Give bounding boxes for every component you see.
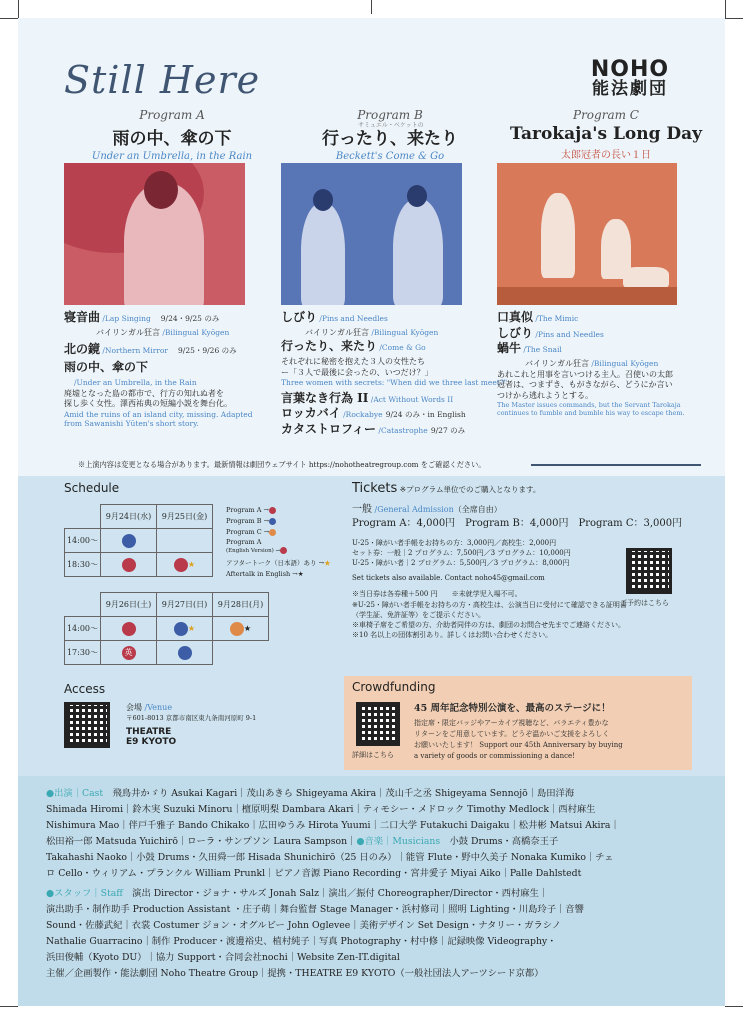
program-b-list (281, 310, 508, 438)
program-b-ruby: サミュエル・ベケットの (358, 122, 424, 129)
item-sub: バイリンガル狂言 (96, 327, 160, 337)
slot-cell (213, 617, 269, 641)
flyer (18, 18, 725, 1006)
cast-text: 飛鳥井かゞり Asukai Kagari｜茂山あきら Shigeyama Akira｜茂山千之丞 Shigeyama Sennojō｜島田洋海 (103, 788, 575, 799)
desc-line: つけから逃れようとする。 (497, 390, 593, 400)
empty-cell (213, 641, 269, 665)
time-cell: 14:00〜 (65, 529, 101, 553)
tickets-heading-note: ※プログラム単位でのご購入となります。 (399, 485, 541, 494)
ticket-note: （学生証、免許証等）をご提示ください。 (352, 610, 485, 619)
star-icon: ★ (297, 570, 304, 578)
desc-line: ー「３人で最後に会ったの、いつだけ？」 (281, 367, 433, 377)
page-title: Still Here (64, 58, 261, 102)
item-sub-en: /Bilingual Kyōgen (369, 327, 439, 337)
item-sub: バイリンガル狂言 (305, 327, 369, 337)
performer-figure (393, 199, 443, 305)
desc-en-line: continues to fumble and bumble his way to escape them. (497, 409, 685, 418)
schedule-legend (226, 505, 331, 580)
venue-label: 会場 (126, 703, 142, 712)
divider (531, 464, 701, 466)
program-c-list (497, 310, 709, 418)
item-en: /The Snail (521, 345, 562, 355)
ticket-note: ※U-25・障がい者手帳をお持ちの方・高校生は、公演当日に受付にて確認できる証明書 (352, 600, 627, 609)
performer-head (313, 189, 333, 211)
item-title: 雨の中、傘の下 (64, 360, 149, 375)
item-en: /Act Without Words II (368, 394, 454, 404)
program-b-dot (178, 646, 192, 660)
general-label: 一般 (352, 503, 372, 515)
crowdfunding-box (344, 676, 692, 770)
credits-line: Nathalie Guarracino｜制作 Producer・渡邊裕史、植村純子｜写真 Photography・村中修｜記録映像 Videography・ (46, 936, 557, 947)
crop-mark (0, 1006, 18, 1007)
slot-cell (157, 641, 213, 665)
item-sub-en: /Bilingual Kyōgen (160, 327, 230, 337)
crowdfunding-desc: リターンをご用意しています。どうぞ温かいご支援をよろしく (414, 730, 610, 738)
legend-dot (280, 547, 287, 554)
item-date: 9/25・9/26 のみ (178, 345, 237, 355)
program-b-dot (174, 622, 188, 636)
notice-text: ※上演内容は変更となる場合があります。最新情報は劇団ウェブサイト https://nohotheatregroup.com をご確認ください。 (78, 460, 486, 469)
item-sub: バイリンガル狂言 (525, 358, 589, 368)
ticket-line: U-25・障がい者手帳をお持ちの方：3,000円／高校生：2,000円 (352, 538, 557, 547)
item-title: ロッカバイ (281, 406, 341, 421)
item-title: しびり (281, 310, 318, 324)
english-version-badge: 英 (122, 646, 136, 660)
schedule-heading: Schedule (64, 481, 120, 495)
ticket-note: ※車椅子席をご希望の方、介助者同伴の方は、劇団のお問合せ先までご連絡ください。 (352, 620, 625, 629)
venue-name-line1: THEATRE (126, 727, 172, 737)
item-title: 口真似 (497, 310, 534, 324)
access-info (126, 702, 256, 748)
ticket-note: ※当日券は各券種＋500 円 ※未就学児入場不可。 (352, 590, 522, 599)
music-text: 小鼓 Drums・高橋奈王子 (440, 836, 559, 847)
item-en: /Come & Go (377, 342, 426, 352)
desc-line: それぞれに秘密を抱えた３人の女性たち (281, 357, 425, 367)
legend-dot (269, 507, 276, 514)
legend-dot (269, 518, 276, 525)
schedule-table-week1 (64, 504, 213, 577)
logo-line1: NOHO (590, 57, 670, 82)
legend-item (226, 538, 331, 555)
date-header: 9月24日(水) (101, 505, 157, 529)
desc-en-line: The Master issues commands, but the Servant Tarokaja (497, 400, 681, 409)
program-a-list (64, 310, 264, 429)
item-title: 蝸牛 (497, 341, 522, 356)
desc-line: 冠者は、つまずき、もがきながら、どうにか言い (497, 380, 673, 390)
venue-address: 〒601-8013 京都市南区東九条南河原町 9-1 (126, 714, 257, 722)
desc-line: あれこれと用事を言いつける主人。召使いの太郎 (497, 369, 673, 379)
desc-line: 廃墟となった島の都市で、行方の知れぬ者を (64, 388, 224, 398)
tickets-heading: Tickets (352, 481, 398, 496)
legend-label: Program C → (226, 528, 270, 536)
staff-label: ●スタッフ｜Staff (46, 888, 123, 899)
crop-mark (18, 0, 19, 18)
legend-item (226, 558, 331, 569)
program-c-header (506, 108, 706, 161)
credits-section (18, 776, 725, 1006)
crowdfunding-desc: 指定席・限定バッジやアーカイブ視聴など、バラエティ豊かな (414, 719, 609, 727)
credits-line: ロ Cello・ウィリアム・プランクル William Prunkl｜ピアノ音源 Piano Recording・宮井愛子 Miyai Aiko｜Palle Dahlstedt (46, 868, 582, 879)
crowdfunding-desc: a variety of goods or commissioning a dance! (414, 752, 575, 760)
legend-item (226, 516, 331, 527)
item-date: 9/27 のみ (430, 425, 466, 435)
desc-en-line: Amid the ruins of an island city, missing. Adapted (64, 409, 253, 419)
program-a-title: 雨の中、傘の下 (112, 129, 232, 149)
legend-label: (English Version) → (226, 548, 281, 554)
item-title: カタストロフィー (281, 421, 377, 436)
legend-label: Aftertalk in English → (226, 570, 298, 578)
legend-label: Program A (226, 538, 262, 546)
slot-cell (101, 529, 157, 553)
empty-cell (65, 593, 101, 617)
item-en: /Pins and Needles (533, 329, 604, 339)
program-c-label: Program C (573, 108, 639, 122)
program-a-subtitle: Under an Umbrella, in the Rain (91, 151, 253, 162)
cast-text: 松田裕一郎 Matsuda Yuichirō｜ローラ・サンプソン Laura Sampson｜ (46, 836, 357, 847)
ticket-note: ※10 名以上の団体割引あり。詳しくはお問い合わせください。 (352, 630, 553, 639)
legend-label: Program B → (226, 517, 270, 525)
date-header: 9月25日(金) (157, 505, 213, 529)
program-a-label: Program A (139, 108, 205, 122)
stage-floor (497, 287, 677, 305)
desc-en-line: from Sawanishi Yūten's short story. (64, 419, 199, 429)
tickets-qr-caption: ご予約はこちら (620, 599, 669, 607)
performer-head (407, 185, 427, 207)
star-icon: ★ (324, 559, 331, 567)
credits-line: Takahashi Naoko｜小鼓 Drums・久田舜一郎 Hisada Shunichirō（25 日のみ）｜能管 Flute・野中久美子 Nonaka Kumiko｜チェ (46, 852, 614, 863)
crowdfunding-heading: Crowdfunding (352, 680, 436, 694)
crop-mark (371, 0, 372, 14)
aftertalk-star-icon: ★ (187, 623, 196, 633)
program-b-title: 行ったり、来たり (322, 129, 458, 149)
crop-mark (0, 18, 18, 19)
credits-line: Shimada Hiromi｜鈴木実 Suzuki Minoru｜檀原明梨 Dambara Akari｜ティモシー・メドロック Timothy Medlock｜西村麻生 (46, 804, 596, 815)
ticket-contact[interactable]: Set tickets also available. Contact noho45@gmail.com (352, 574, 545, 583)
date-header: 9月28日(月) (213, 593, 269, 617)
performer-figure (541, 193, 575, 278)
performer-figure (301, 203, 345, 305)
program-c-subtitle: 太郎冠者の長い１日 (561, 150, 651, 161)
program-a-dot (122, 622, 136, 636)
credits-line: 主催／企画製作・能法劇団 Noho Theatre Group｜提携・THEATRE E9 KYOTO（一般社団法人アーツシード京都） (46, 968, 544, 979)
program-a-header (72, 108, 272, 162)
program-b-subtitle: Beckett's Come & Go (335, 151, 445, 162)
credits-line: Sound・佐藤武紀｜衣裳 Costumer ジョン・オグルビー John Oglevee｜美術デザイン Set Design・ナタリー・ガラシノ (46, 920, 562, 931)
noho-logo (588, 58, 672, 99)
empty-cell (65, 505, 101, 529)
general-note: （全席自由） (453, 504, 502, 514)
credits-line: Nishimura Mao｜伴戸千雅子 Bando Chikako｜広田ゆうみ Hirota Yuumi｜二口大学 Futakuchi Daigaku｜松井彬 Matsui Akira｜ (46, 820, 620, 831)
item-en: /Pins and Needles (317, 314, 388, 323)
schedule-table-week2 (64, 592, 269, 665)
slot-cell (101, 641, 157, 665)
aftertalk-en-star-icon: ★ (243, 623, 252, 633)
slot-cell (157, 617, 213, 641)
ticket-line: セット券：一般｜2 プログラム：7,500円／3 プログラム：10,000円 (352, 548, 571, 557)
program-c-title: Tarokaja's Long Day (509, 124, 703, 144)
time-cell: 18:30〜 (65, 553, 101, 577)
item-en: /Northern Mirror (100, 345, 169, 355)
program-a-photo (64, 163, 245, 305)
credits-line (46, 786, 697, 802)
date-header: 9月27日(日) (157, 593, 213, 617)
desc-en-line: Three women with secrets: "When did we three last meet?" (281, 377, 508, 387)
program-c-dot (230, 622, 244, 636)
crowdfunding-qr-caption: 詳細はこちら (352, 751, 394, 759)
crop-mark (725, 18, 743, 19)
item-title: 北の鏡 (64, 341, 101, 356)
item-title: 行ったり、来たり (281, 338, 378, 353)
item-en: /Rockabye (340, 410, 383, 420)
credits-line: 浜田俊輔（Kyoto DU）｜協力 Support・合同会社nochi｜Website Zen-IT.digital (46, 952, 400, 963)
item-sub-en: /Bilingual Kyōgen (589, 358, 659, 368)
credits-line (46, 834, 697, 850)
program-b-header (290, 108, 490, 162)
program-a-dot (174, 558, 188, 572)
music-label: ●音楽｜Musicians (356, 836, 441, 847)
venue-label-en: /Venue (142, 703, 173, 712)
logo-line2: 能法劇団 (592, 79, 668, 100)
program-b-dot (122, 534, 136, 548)
slot-cell (157, 529, 213, 553)
item-en: /Lap Singing (100, 314, 151, 323)
crowdfunding-qr-code[interactable] (356, 702, 400, 746)
credits-line (46, 886, 697, 902)
access-qr-code[interactable] (64, 702, 110, 748)
item-date: 9/24・9/25 のみ (160, 314, 220, 323)
item-title: 寝音曲 (64, 310, 101, 324)
legend-dot (269, 529, 276, 536)
general-label-en: /General Admission (372, 504, 454, 514)
crowdfunding-desc: お願いいたします！ Support our 45th Anniversary by buying (414, 741, 623, 749)
access-heading: Access (64, 682, 106, 696)
performer-head (144, 171, 178, 209)
slot-cell (101, 553, 157, 577)
legend-label: Program A → (226, 506, 269, 514)
item-en: /Under an Umbrella, in the Rain (74, 377, 197, 387)
legend-label: アフタートーク（日本語）あり → (226, 559, 325, 567)
staff-text: 演出 Director・ジョナ・サルズ Jonah Salz｜演出／振付 Choreographer/Director・西村麻生｜ (122, 888, 549, 899)
ticket-line: U-25・障がい者｜2 プログラム：5,500円／3 プログラム：8,000円 (352, 559, 570, 568)
program-a-dot (122, 558, 136, 572)
crowdfunding-main: 45 周年記念特別公演を、最高のステージに！ (414, 703, 611, 714)
legend-item (226, 569, 331, 580)
item-en: /The Mimic (533, 314, 579, 323)
program-b-label: Program B (357, 108, 423, 122)
item-date: 9/24 のみ・in English (385, 410, 466, 420)
slot-cell (101, 617, 157, 641)
credits-line: 演出助手・制作助手 Production Assistant ・庄子萌｜舞台監督 Stage Manager・浜村修司｜照明 Lighting・川島玲子｜音響 (46, 904, 584, 915)
tickets-qr-code[interactable] (626, 548, 672, 594)
aftertalk-star-icon: ★ (187, 559, 196, 569)
legend-item (226, 505, 331, 516)
item-title: 言葉なき行為 II (281, 390, 369, 405)
time-cell: 17:30〜 (65, 641, 101, 665)
slot-cell (157, 553, 213, 577)
time-cell: 14:00〜 (65, 617, 101, 641)
date-header: 9月26日(土) (101, 593, 157, 617)
ticket-prices: Program A：4,000円 Program B：4,000円 Program C：3,000円 (352, 518, 683, 530)
crop-mark (725, 0, 726, 18)
program-b-photo (281, 163, 462, 305)
desc-line: 探し歩く女性。澤西祐典の短編小説を舞台化。 (64, 399, 232, 409)
item-title: しびり (497, 325, 534, 340)
cast-label: ●出演｜Cast (46, 788, 104, 799)
legend-item (226, 527, 331, 538)
crop-mark (725, 1006, 743, 1007)
venue-name-line2: E9 KYOTO (126, 736, 177, 747)
program-c-photo (497, 163, 677, 305)
item-en: /Catastrophe (376, 425, 428, 435)
